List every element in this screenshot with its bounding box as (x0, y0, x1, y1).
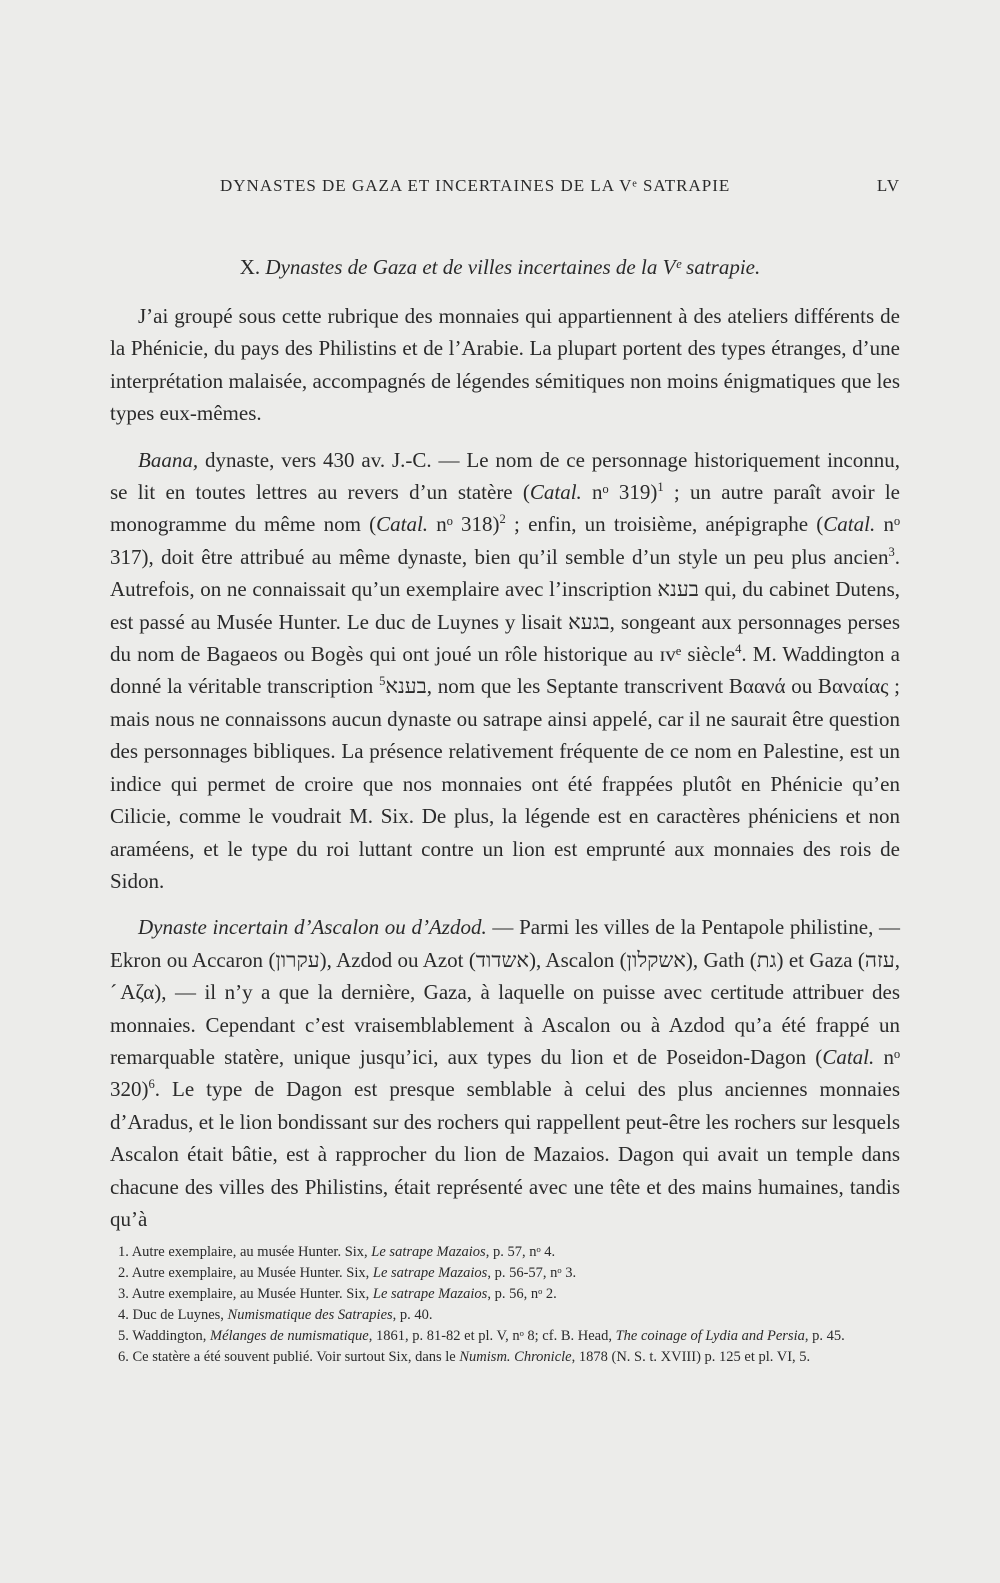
work-title: Le satrape Mazaios (372, 1286, 488, 1302)
text-run: , p. 45. (804, 1328, 845, 1344)
footnote-3 (118, 1284, 900, 1305)
work-title: Le satrape Mazaios (371, 1244, 486, 1260)
footnote-5 (118, 1326, 900, 1347)
text-run: nᵒ 318) (428, 512, 500, 537)
text-run: . Le type de Dagon est presque semblable à celui des plus anciennes monnaies d’Aradus, et le lion bondissant sur des rochers qui rappellent peut-être les rochers sur lesquels Ascalon était bâtie, est à rapprocher du lion de Mazaios. Dagon qui avait un temple dans chacune des villes des Philistins, était représenté avec une tête et des mains humaines, tandis qu’à (110, 1077, 900, 1231)
footnote-4 (118, 1305, 900, 1326)
text-run: . M. Waddington a donné la véritable transcription בענא (110, 642, 900, 699)
text-run: 5. Waddington, (118, 1328, 211, 1344)
work-title: Mélanges de numismatique (210, 1328, 369, 1344)
text-run: ; un autre paraît avoir le monogramme du même nom ( (110, 480, 900, 537)
paragraph-lead: Dynaste incertain d’Ascalon ou d’Azdod. (138, 915, 487, 940)
text-run: 3. Autre exemplaire, au Musée Hunter. Six, (118, 1286, 373, 1302)
running-header (220, 176, 900, 196)
section-heading (0, 255, 1000, 280)
catalogue-ref: Catal. (376, 512, 429, 537)
text-run: dynaste, vers 430 av. J.-C. — Le nom de ce personnage historiquement inconnu, se lit en toutes lettres au revers d’un statère ( (110, 447, 900, 505)
work-title: Numism. Chronicle (459, 1349, 572, 1365)
text-run: 4. Duc de Luynes, (118, 1307, 228, 1323)
footnote-marker: 3 (888, 544, 895, 559)
paragraph-lead: Baana, (138, 447, 199, 472)
text-run: , 1861, p. 81-82 et pl. V, nᵒ 8; cf. B. Head, (368, 1328, 616, 1344)
catalogue-ref: Catal. (823, 512, 876, 537)
footnote-marker: 2 (499, 512, 506, 527)
text-run: , p. 56-57, nᵒ 3. (487, 1265, 577, 1281)
catalogue-ref: Catal. (822, 1044, 875, 1069)
footnote-marker: 6 (148, 1077, 155, 1092)
section-number: X. (239, 255, 261, 279)
work-title: Numismatique des Satrapies (227, 1307, 393, 1323)
main-text (110, 300, 900, 1249)
footnote-marker: 5 (379, 674, 386, 689)
paragraph-ascalon (110, 911, 900, 1235)
text-run: . Autrefois, on ne connaissait qu’un exemplaire avec l’inscription בענא qui, du cabinet Dutens, est passé au Musée Hunter. Le duc de Luynes y lisait בגעא, songeant aux personnages perses du nom de Bagaeos ou Bogès qui ont joué un rôle historique au ɪᴠᵉ siècle (110, 544, 901, 667)
text-run: , p. 40. (392, 1307, 433, 1323)
footnotes (118, 1242, 900, 1368)
text-run: 6. Ce statère a été souvent publié. Voir surtout Six, dans le (118, 1349, 460, 1365)
text-run: nᵒ 317), doit être attribué au même dynaste, bien qu’il semble d’un style un peu plus ancien (110, 512, 900, 569)
section-title-text: Dynastes de Gaza et de villes incertaines de la Vᵉ satrapie. (265, 255, 761, 279)
work-title: The coinage of Lydia and Persia (615, 1328, 805, 1344)
work-title: Le satrape Mazaios (372, 1265, 488, 1281)
footnote-1 (118, 1242, 900, 1263)
text-run: , p. 57, nᵒ 4. (485, 1244, 556, 1260)
page-number: LV (876, 176, 900, 195)
text-run: 2. Autre exemplaire, au Musée Hunter. Six, (118, 1265, 373, 1281)
text-run: nᵒ 320) (110, 1044, 900, 1102)
text-run: nᵒ 319) (581, 480, 658, 505)
paragraph-intro: J’ai groupé sous cette rubrique des monnaies qui appartiennent à des ateliers différents de la Phénicie, du pays des Philistins et de l’Arabie. La plupart portent des types étranges, d’une interprétation malaisée, accompagnés de légendes sémitiques non moins énigmatiques que les types eux-mêmes. (110, 304, 900, 426)
text-run: , 1878 (N. S. t. XVIII) p. 125 et pl. VI, 5. (571, 1349, 811, 1365)
paragraph-baana (110, 444, 900, 898)
text-run: ; enfin, un troisième, anépigraphe ( (505, 512, 824, 537)
footnote-marker: 1 (657, 480, 664, 495)
footnote-marker: 4 (735, 642, 742, 657)
running-title: DYNASTES DE GAZA ET INCERTAINES DE LA Vᵉ SATRAPIE (220, 176, 731, 195)
text-run: — Parmi les villes de la Pentapole philistine, — Ekron ou Accaron (עקרון), Azdod ou Azot (אשדוד), Ascalon (אשקלון), Gath (גת) et Gaza (עזה, ˊΑζα), — il n’y a que la dernière, Gaza, à laquelle on puisse avec certitude attribuer des monnaies. Cependant c’est vraisemblablement à Ascalon ou à Azdod qu’a été frappé un remarquable statère, unique jusqu’ici, aux types du lion et de Poseidon-Dagon ( (110, 915, 900, 1069)
text-run: , p. 56, nᵒ 2. (487, 1286, 557, 1302)
catalogue-ref: Catal. (529, 480, 582, 505)
text-run: 1. Autre exemplaire, au musée Hunter. Six, (118, 1244, 372, 1260)
footnote-6 (118, 1347, 900, 1368)
text-run: , nom que les Septante transcrivent Βαανά ou Βαναίας ; mais nous ne connaissons aucun dynaste ou satrape ainsi appelé, car il ne saurait être question des personnages bibliques. La présence relativement fréquente de ce nom en Palestine, est un indice qui permet de croire que nos monnaies ont été frappées plutôt en Phénicie qu’en Cilicie, comme le voudrait M. Six. De plus, la légende est en caractères phéniciens et non araméens, et le type du roi luttant contre un lion est emprunté aux monnaies des rois de Sidon. (110, 674, 900, 893)
footnote-2 (118, 1263, 900, 1284)
